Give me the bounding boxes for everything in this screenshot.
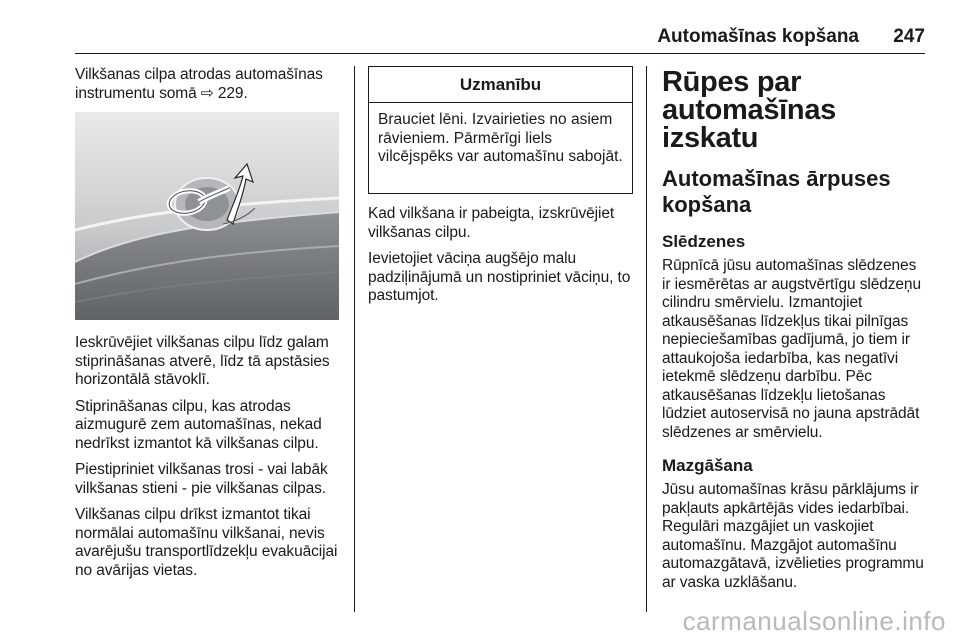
left-column-intro <box>75 66 343 111</box>
instruction-paragraph: Piestipriniet vilkšanas trosi - vai labāk vilkšanas stieni - pie vilkšanas cilpas. <box>75 461 328 497</box>
intro-paragraph: Vilkšanas cilpa atrodas automašīnas instrumentu somā ⇨ 229. <box>75 66 323 102</box>
section-heading: Rūpes par automašīnas izskatu <box>662 66 836 154</box>
topic-heading-washing: Mazgāšana <box>662 456 753 475</box>
page-header <box>75 22 925 54</box>
instruction-paragraph: Ieskrūvējiet vilkšanas cilpu līdz galam stiprināšanas atverē, līdz tā apstāsies horizontālā stāvoklī. <box>75 334 330 388</box>
chapter-title: Automašīnas kopšana <box>657 26 859 47</box>
instruction-paragraph: Vilkšanas cilpu drīkst izmantot tikai normālai automašīnu vilkšanai, nevis avarējušu transportlīdzekļu evakuācijai no avārijas vietas. <box>75 506 338 579</box>
middle-column-body <box>368 205 636 314</box>
column-divider-right <box>646 66 647 612</box>
watermark: carmanualsonline.info <box>682 606 946 636</box>
towing-eye-illustration <box>75 112 339 320</box>
caution-text: Brauciet lēni. Izvairieties no asiem rāvieniem. Pārmērīgi liels vilcējspēks var automašīnu sabojāt. <box>378 111 623 165</box>
topic-heading-locks: Slēdzenes <box>662 232 746 251</box>
column-divider-left <box>354 66 355 612</box>
instruction-paragraph: Stiprināšanas cilpu, kas atrodas aizmugurē zem automašīnas, nekad nedrīkst izmantot kā vilkšanas cilpu. <box>75 397 322 452</box>
left-column-body <box>75 334 347 588</box>
locks-paragraph: Rūpnīcā jūsu automašīnas slēdzenes ir iesmērētas ar augstvērtīgu slēdzeņu cilindru smērvielu. Izmantojiet atkausēšanas līdzekļus tikai pilnīgas nepieciešamības gadījumā, jo tiem ir attaukojoša iedarbība, kas negatīvi ietekmē slēdzeņu darbību. Pēc atkausēšanas līdzekļu lietošanas lūdziet autoservisā no jauna apstrādāt slēdzenes ar smērvielu. <box>662 257 921 441</box>
caution-box <box>368 66 633 194</box>
towing-eye-photo <box>75 112 339 320</box>
instruction-paragraph: Ievietojiet vāciņa augšējo malu padziļinājumā un nostipriniet vāciņu, to pastumjot. <box>368 250 631 304</box>
right-column <box>662 68 928 600</box>
instruction-paragraph: Kad vilkšana ir pabeigta, izskrūvējiet vilkšanas cilpu. <box>368 205 615 241</box>
page-number: 247 <box>893 26 925 47</box>
washing-paragraph: Jūsu automašīnas krāsu pārklājums ir pakļauts apkārtējās vides iedarbībai. Regulāri mazgājiet un vaskojiet automašīnu. Mazgājot automašīnu automazgātavā, izvēlieties programmu ar vaska uzklāšanu. <box>662 481 924 591</box>
subsection-heading: Automašīnas ārpuses kopšana <box>662 166 891 217</box>
caution-title: Uzmanību <box>369 67 632 103</box>
